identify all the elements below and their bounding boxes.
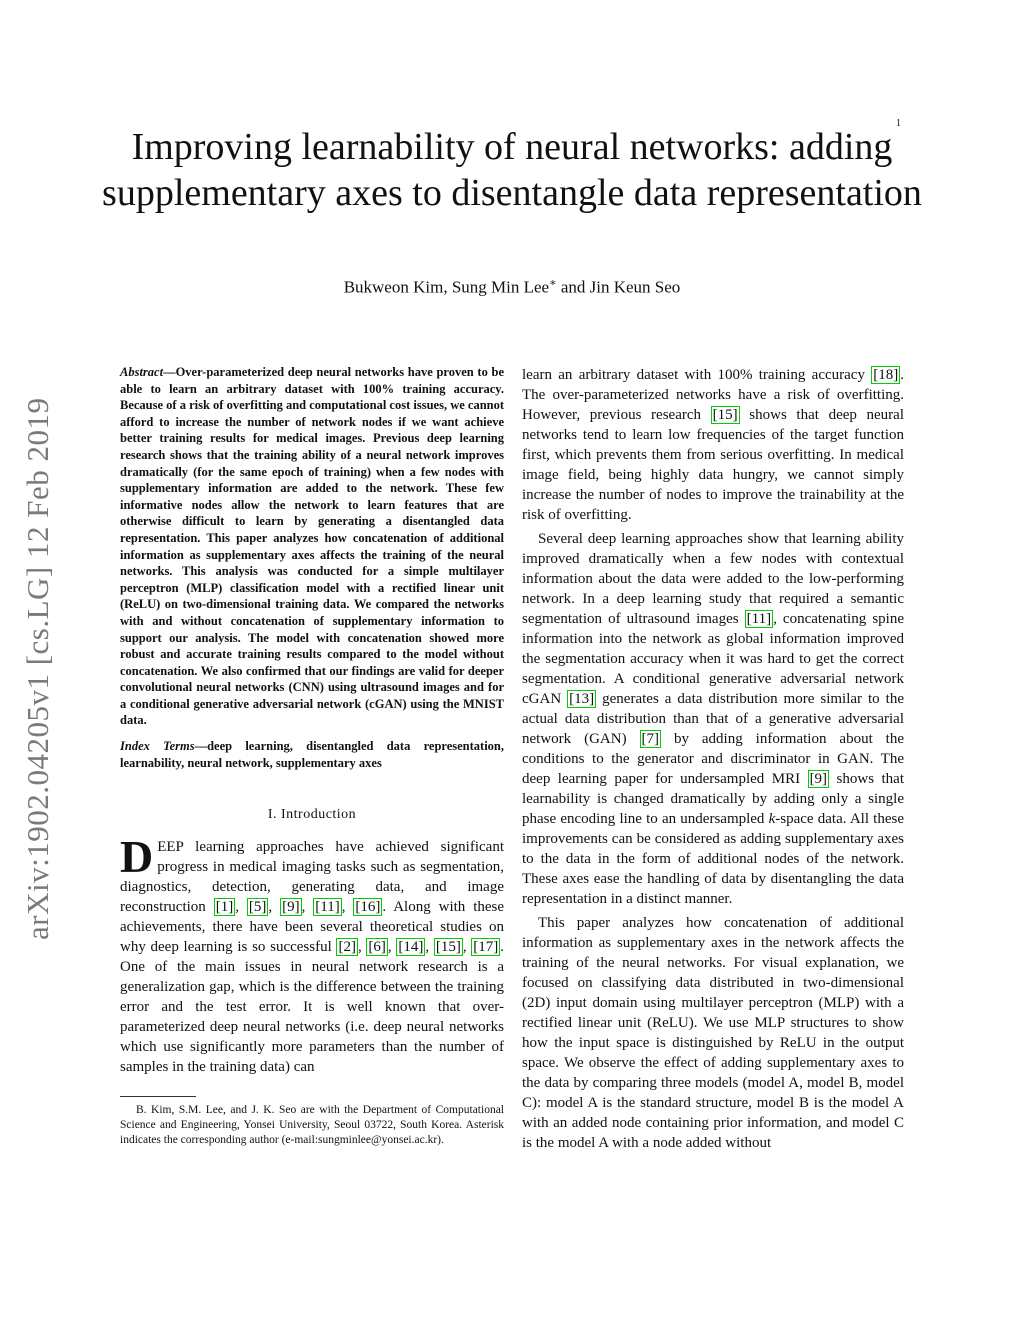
page-number: 1 xyxy=(896,118,901,129)
citation-link[interactable]: [15] xyxy=(712,407,738,423)
affiliation-footnote: B. Kim, S.M. Lee, and J. K. Seo are with the Department of Computational Science and Engineering, Yonsei University, Seoul 03722, South Korea. Asterisk indicates the corresponding author (e-mail:sungminlee@yonsei.ac.kr). xyxy=(120,1104,504,1147)
index-terms xyxy=(120,738,504,771)
footnote-divider xyxy=(120,1096,196,1097)
citation-link[interactable]: [16] xyxy=(355,899,381,916)
intro-text: . One of the main issues in neural network research is a generalization gap, which is the difference between the training error and the test error. It is well known that over-parameterized deep neural networks (i.e. deep neural networks which use significantly more parameters than the number of samples in the training data) can xyxy=(120,939,505,1076)
author-names-tail: and Jin Keun Seo xyxy=(556,277,681,297)
intro-text: EEP learning approaches have achieved significant progress in medical imaging tasks such as segmentation, diagnostics, detection, generating data, and image reconstruction xyxy=(120,839,504,916)
author-list xyxy=(100,276,924,298)
abstract-text: —Over-parameterized deep neural networks have proven to be able to learn an arbitrary dataset with 100% training accuracy. Because of a risk of overfitting and computational cost issues, we cannot afford to increase the number of network nodes if we want achieve better training results for medical images. Previous deep learning research shows that the training ability of a neural network improves dramatically (for the same epoch of training) when a few nodes with supplementary information are added to the network. These few informative nodes allow the network to learn features that are otherwise difficult to learn by generating a disentangled data representation. This paper analyzes how concatenation of additional information as supplementary axes affects the training of the neural networks. This analysis was conducted for a simple multilayer perceptron (MLP) classification model with a rectified linear unit (ReLU) on two-dimensional training data. We compared the networks with and without concatenation of supplementary information to support our analysis. The model with concatenation showed more robust and accurate training results compared to the model without concatenation. We also confirmed that our findings are valid for deeper convolutional neural networks (CNN) using ultrasound images and for a conditional generative adversarial network (cGAN) using the MNIST data. xyxy=(120,365,505,728)
text-separator: , xyxy=(301,899,314,916)
text-separator: , xyxy=(268,899,281,916)
index-terms-label: Index Terms xyxy=(120,739,195,754)
author-names: Bukweon Kim, Sung Min Lee xyxy=(343,277,550,297)
citation-link[interactable]: [7] xyxy=(641,731,660,747)
arxiv-identifier-stamp: arXiv:1902.04205v1 [cs.LG] 12 Feb 2019 xyxy=(20,397,55,940)
body-text: generates a data distribution more similar to the actual data distribution than that of a generative adversarial network (GAN) xyxy=(522,691,905,747)
body-text: . The over-parameterized networks have a risk of overfitting. However, previous research xyxy=(522,367,904,423)
drop-cap: D xyxy=(120,831,154,883)
citation-link[interactable]: [14] xyxy=(398,939,424,956)
section-heading-introduction: I. Introduction xyxy=(267,807,357,823)
math-variable-k: k xyxy=(768,811,776,827)
text-separator: , xyxy=(235,899,247,916)
citation-link[interactable]: [15] xyxy=(435,939,461,956)
body-text: shows that deep neural networks tend to learn low frequencies of the target function first, which prevents them from serious overfitting. In medical image field, being highly data hungry, we cannot simply increase the number of nodes to improve the trainability at the risk of overfitting. xyxy=(522,407,904,523)
abstract-label: Abstract xyxy=(120,365,164,379)
left-column xyxy=(120,364,504,1148)
citation-link[interactable]: [17] xyxy=(473,939,499,956)
intro-text: . Along with these achievements, there have been several theoretical studies on why deep learning is so successful xyxy=(120,899,505,956)
body-paragraph: This paper analyzes how concatenation of additional information as supplementary axes in the network affects the training of the neural networks. For visual explanation, we focused on classifying data distributed in two-dimensional (2D) input domain using multilayer perceptron (MLP) with a rectified linear unit (ReLU). We use MLP structures to show how the input space is distinguished by ReLU in the output space. We observe the effect of adding supplementary axes to the data by comparing three models (model A, model B, model C): model A is the standard structure, model B is the model A with an added node containing prior information, and model C is the model A with a node added without xyxy=(522,915,904,1151)
text-separator: , xyxy=(425,939,434,956)
body-text: learn an arbitrary dataset with 100% training accuracy xyxy=(522,367,872,383)
body-paragraph xyxy=(522,365,904,525)
body-text: by adding information about the conditions to the generator and discriminator in GAN. The deep learning paper for undersampled MRI xyxy=(522,731,904,787)
index-terms-text: —deep learning, disentangled data representation, learnability, neural network, supplementary axes xyxy=(120,739,505,770)
abstract xyxy=(120,364,504,729)
citation-link[interactable]: [5] xyxy=(248,899,267,916)
right-column xyxy=(522,365,904,1153)
citation-link[interactable]: [9] xyxy=(809,771,828,787)
paper-title: Improving learnability of neural networks: adding supplementary axes to disentangle data representation xyxy=(102,126,922,214)
citation-link[interactable]: [1] xyxy=(215,899,234,916)
citation-link[interactable]: [18] xyxy=(873,367,899,383)
citation-link[interactable]: [9] xyxy=(282,899,300,916)
citation-link[interactable]: [13] xyxy=(569,691,595,707)
citation-link[interactable]: [11] xyxy=(315,899,340,916)
body-text: , concatenating spine information into the network as global information improved the segmentation accuracy when it was hard to get the correct segmentation. A conditional generative adversarial network cGAN xyxy=(522,611,904,707)
citation-link[interactable]: [6] xyxy=(368,939,386,956)
text-separator: , xyxy=(387,939,397,956)
text-separator: , xyxy=(357,939,367,956)
intro-paragraph xyxy=(120,831,505,1077)
text-separator: , xyxy=(462,939,472,956)
body-paragraph xyxy=(522,529,904,909)
citation-link[interactable]: [2] xyxy=(338,939,356,956)
citation-link[interactable]: [11] xyxy=(746,611,772,627)
body-text: -space data. All these improvements can be considered as adding supplementary axes to the data in the form of additional nodes of the network. These axes ease the handling of data by disentangling the data representation in a distinct manner. xyxy=(522,811,904,907)
body-text: Several deep learning approaches show that learning ability improved dramatically when a few nodes with contextual information about the data were added to the low-performing network. In a deep learning study that required a semantic segmentation of ultrasound images xyxy=(522,531,904,627)
text-separator: , xyxy=(341,899,354,916)
body-text: shows that learnability is changed dramatically by adding only a single phase encoding line to an undersampled xyxy=(522,771,904,827)
corresponding-author-mark: ∗ xyxy=(549,277,557,289)
